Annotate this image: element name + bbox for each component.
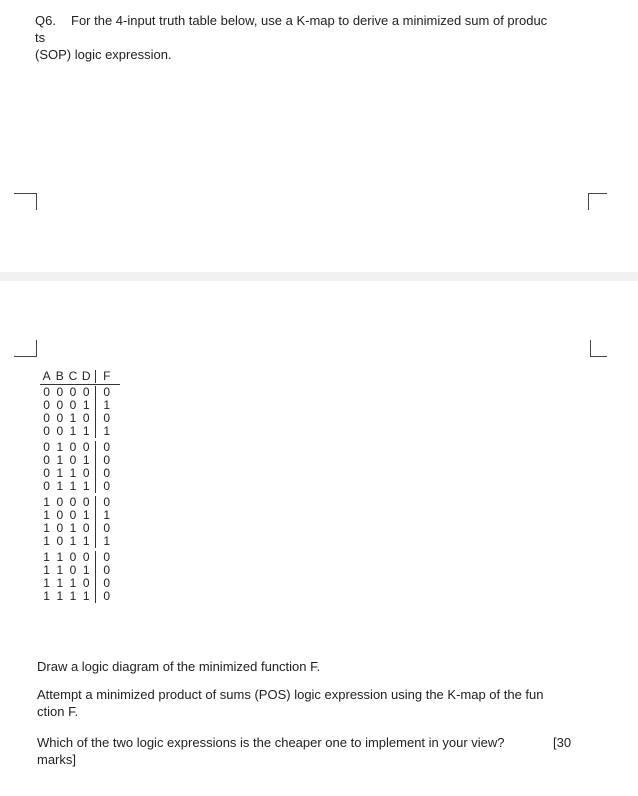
input-cell: 1 [43, 534, 50, 548]
column-separator [95, 522, 96, 535]
input-cell: 0 [43, 440, 50, 454]
column-separator [95, 480, 96, 493]
input-cell: 1 [69, 521, 77, 535]
input-cell: 0 [82, 576, 90, 590]
instruction-cheaper-line2: marks] [37, 752, 76, 767]
crop-mark-bottom-right [590, 340, 607, 357]
input-cell: 1 [82, 424, 90, 438]
crop-mark-top-left [14, 193, 37, 210]
input-cell: 0 [69, 508, 77, 522]
input-cell: 0 [82, 411, 90, 425]
input-cell: 0 [69, 453, 77, 467]
instruction-cheaper-line1: Which of the two logic expressions is the cheaper one to implement in your view? [37, 735, 505, 750]
input-cell: 1 [56, 466, 64, 480]
input-cell: 0 [82, 385, 90, 399]
input-cell: 1 [69, 534, 77, 548]
input-cell: 1 [69, 479, 77, 493]
truth-table [40, 370, 120, 603]
output-cell: 0 [103, 453, 111, 467]
input-cell: 0 [56, 508, 64, 522]
page-divider [0, 272, 638, 281]
input-cell: 0 [43, 385, 50, 399]
output-cell: 0 [103, 440, 111, 454]
output-cell: 0 [103, 550, 111, 564]
input-cell: 1 [56, 589, 64, 603]
input-cell: 1 [56, 563, 64, 577]
input-cell: 1 [69, 576, 77, 590]
input-cell: 0 [69, 398, 77, 412]
input-cell: 0 [82, 521, 90, 535]
output-cell: 0 [103, 479, 111, 493]
input-cell: 0 [43, 466, 50, 480]
input-cell: 1 [43, 495, 50, 509]
header-a: A [42, 369, 51, 383]
column-separator [95, 425, 96, 438]
table-row [40, 480, 120, 493]
output-cell: 1 [103, 508, 111, 522]
input-cell: 0 [69, 550, 77, 564]
input-cell: 0 [56, 424, 64, 438]
input-cell: 0 [56, 411, 64, 425]
input-cell: 0 [82, 440, 90, 454]
column-separator [95, 370, 96, 383]
column-separator [95, 509, 96, 522]
input-cell: 1 [43, 521, 50, 535]
column-separator [95, 441, 96, 454]
column-separator [95, 496, 96, 509]
column-separator [95, 399, 96, 412]
input-cell: 1 [56, 550, 64, 564]
input-cell: 0 [69, 495, 77, 509]
input-cell: 0 [43, 424, 50, 438]
input-cell: 0 [82, 495, 90, 509]
header-f: F [103, 369, 111, 383]
input-cell: 1 [82, 508, 90, 522]
output-cell: 1 [103, 424, 111, 438]
question-text-line2: ts [35, 30, 46, 45]
header-c: C [68, 369, 78, 383]
output-cell: 0 [103, 563, 111, 577]
input-cell: 1 [69, 411, 77, 425]
question-text-line3: (SOP) logic expression. [35, 47, 172, 62]
input-cell: 1 [56, 440, 64, 454]
output-cell: 0 [103, 385, 111, 399]
column-separator [95, 454, 96, 467]
question-number: Q6. [35, 13, 56, 28]
column-separator [95, 564, 96, 577]
output-cell: 1 [103, 534, 111, 548]
input-cell: 1 [82, 589, 90, 603]
table-row [40, 535, 120, 548]
question-text-line1: For the 4-input truth table below, use a K-map to derive a minimized sum of produc [71, 13, 548, 28]
marks-label: [30 [553, 735, 572, 750]
column-separator [95, 386, 96, 399]
column-separator [95, 467, 96, 480]
column-separator [95, 412, 96, 425]
truth-table-body [40, 386, 120, 603]
output-cell: 0 [103, 411, 111, 425]
instruction-pos-line1: Attempt a minimized product of sums (POS) logic expression using the K-map of the fun [37, 687, 544, 702]
input-cell: 0 [43, 479, 50, 493]
input-cell: 0 [43, 411, 50, 425]
output-cell: 1 [103, 398, 111, 412]
input-cell: 1 [43, 576, 50, 590]
output-cell: 0 [103, 576, 111, 590]
input-cell: 1 [56, 576, 64, 590]
input-cell: 0 [69, 385, 77, 399]
output-cell: 0 [103, 466, 111, 480]
output-cell: 0 [103, 495, 111, 509]
crop-mark-top-right [588, 193, 607, 210]
input-cell: 1 [56, 479, 64, 493]
table-row [40, 590, 120, 603]
column-separator [95, 590, 96, 603]
instruction-draw: Draw a logic diagram of the minimized function F. [37, 659, 321, 674]
input-cell: 0 [43, 453, 50, 467]
input-cell: 1 [82, 479, 90, 493]
input-cell: 1 [43, 563, 50, 577]
input-cell: 1 [82, 534, 90, 548]
input-cell: 0 [43, 398, 50, 412]
input-cell: 1 [56, 453, 64, 467]
column-separator [95, 551, 96, 564]
input-cell: 0 [56, 521, 64, 535]
input-cell: 0 [56, 398, 64, 412]
header-b: B [55, 369, 64, 383]
input-cell: 1 [43, 589, 50, 603]
input-cell: 1 [43, 508, 50, 522]
input-cell: 0 [56, 495, 64, 509]
input-cell: 1 [69, 424, 77, 438]
input-cell: 1 [69, 466, 77, 480]
output-cell: 0 [103, 521, 111, 535]
input-cell: 0 [69, 440, 77, 454]
truth-table-header [40, 370, 120, 383]
input-cell: 0 [82, 466, 90, 480]
crop-mark-bottom-left [14, 340, 37, 357]
instruction-pos-line2: ction F. [37, 704, 79, 719]
output-cell: 0 [103, 589, 111, 603]
column-separator [95, 577, 96, 590]
table-row [40, 425, 120, 438]
input-cell: 0 [69, 563, 77, 577]
input-cell: 1 [69, 589, 77, 603]
input-cell: 0 [56, 385, 64, 399]
input-cell: 0 [56, 534, 64, 548]
input-cell: 1 [82, 398, 90, 412]
input-cell: 1 [43, 550, 50, 564]
input-cell: 0 [82, 550, 90, 564]
input-cell: 1 [82, 453, 90, 467]
input-cell: 1 [82, 563, 90, 577]
column-separator [95, 535, 96, 548]
header-d: D [81, 369, 91, 383]
